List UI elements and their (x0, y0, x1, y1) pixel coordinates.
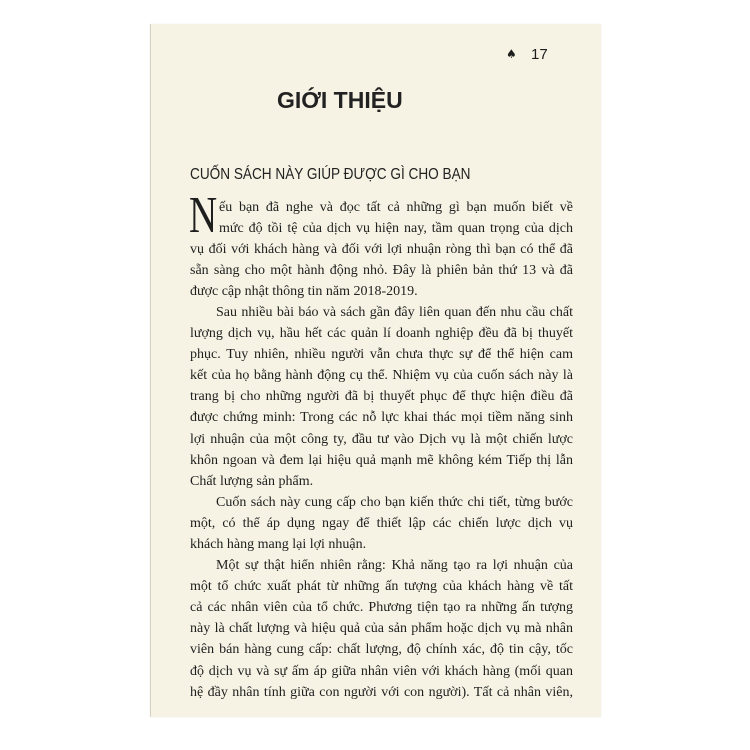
text-line: Một sự thật hiển nhiên rằng: Khả năng tạo ra lợi nhuận của (216, 558, 573, 574)
text-line: vụ đối với khách hàng và đối với lợi nhuận ròng thì bạn có thể đã (190, 241, 573, 257)
body-text (189, 186, 573, 703)
text-line: trang bị cho những người đã bị thuyết phục để thực hiện điều đã (190, 389, 573, 405)
text-line: mức độ tồi tệ của dịch vụ hiện nay, tầm quan trọng của dịch (219, 220, 573, 236)
text-line: một, có thể áp dụng ngay để thiết lập các chiến lược dịch vụ (190, 515, 573, 531)
text-line: sẵn sàng cho một hành động nhỏ. Đây là phiên bản thứ 13 và đã (190, 262, 573, 278)
paragraph (190, 197, 573, 302)
text-line: được cập nhật thông tin năm 2018-2019. (190, 283, 418, 299)
text-line: được chứng minh: Trong các nỗ lực khai thác mọi tiềm năng sinh (190, 410, 573, 426)
text-line: ếu bạn đã nghe và đọc tất cả những gì bạn muốn biết về (219, 199, 573, 215)
text-line: Cuốn sách này cung cấp cho bạn kiến thức chi tiết, từng bước (216, 494, 573, 510)
text-line: này là chất lượng và hiệu quả của sản phẩm hoặc dịch vụ mà nhân (190, 621, 573, 637)
text-line: lợi nhuận của một công ty, đầu tư vào Dịch vụ là một chiến lược (190, 431, 573, 447)
text-line: kết của họ bằng hành động cụ thể. Nhiệm vụ của cuốn sách này là (190, 368, 573, 384)
text-line: cả các nhân viên của tổ chức. Phương tiện tạo ra những ấn tượng (190, 600, 573, 616)
text-line: độ dịch vụ và sự ấm áp giữa nhân viên với khách hàng (mối quan (190, 663, 573, 679)
text-line: hệ đầy nhân tính giữa con người với con người). Tất cả nhân viên, (190, 684, 573, 700)
text-line: Chất lượng sản phẩm. (190, 473, 314, 489)
chapter-title: GIỚI THIỆU (277, 87, 403, 113)
text-line: lượng dịch vụ, hầu hết các quản lí doanh nghiệp đều đã bị thuyết (190, 326, 573, 342)
spade-icon (506, 47, 518, 61)
running-header (500, 45, 560, 65)
paragraph (190, 302, 573, 492)
paragraph (190, 492, 573, 555)
page-number: 17 (531, 46, 548, 63)
text-line: khôn ngoan và đem lại hiệu quả mạnh mẽ không kém Tiếp thị lẫn (190, 452, 573, 468)
text-line: viên bán hàng cung cấp: chất lượng, độ chính xác, độ tin cậy, tốc (190, 642, 573, 658)
text-line: khách hàng mang lại lợi nhuận. (190, 537, 367, 552)
drop-cap: N (189, 186, 218, 244)
paragraph (190, 555, 573, 703)
text-line: phục. Tuy nhiên, nhiều người vẫn chưa thực sự để thể hiện cam (190, 347, 573, 363)
text-line: một tổ chức xuất phát từ những ấn tượng của khách hàng về tất (190, 579, 573, 595)
text-line: Sau nhiều bài báo và sách gần đây liên quan đến nhu cầu chất (216, 304, 573, 320)
section-heading: CUỐN SÁCH NÀY GIÚP ĐƯỢC GÌ CHO BẠN (190, 166, 471, 183)
